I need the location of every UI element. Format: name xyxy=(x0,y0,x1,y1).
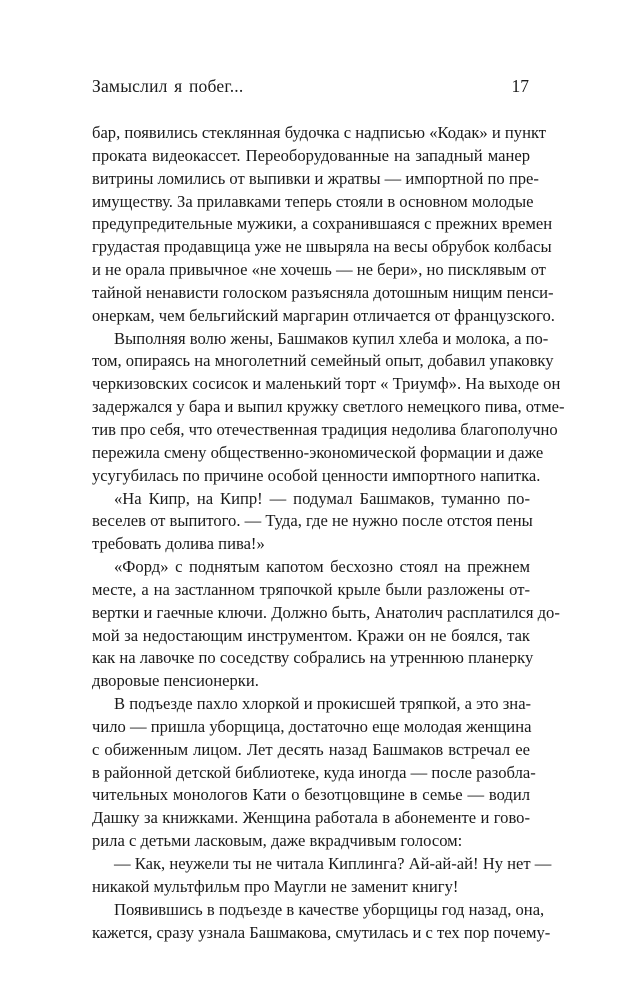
text-line: и не орала привычное «не хочешь — не бери», но писклявым от xyxy=(92,260,546,280)
text-line: чительных монологов Кати о безотцовщине в семье — водил xyxy=(92,785,530,805)
text-line: кажется, сразу узнала Башмакова, смутилась и с тех пор почему- xyxy=(92,922,551,942)
text-line: «Форд» с поднятым капотом бесхозно стоял на прежнем xyxy=(114,557,530,577)
text-line: с обиженным лицом. Лет десять назад Башмаков встречал ее xyxy=(92,739,530,759)
text-line: как на лавочке по соседству собрались на утреннюю планерку xyxy=(92,648,534,668)
text-line: тив про себя, что отечественная традиция недолива благополучно xyxy=(92,419,558,439)
text-line: черкизовских сосисок и маленький торт « Триумф». На выходе он xyxy=(92,374,561,394)
paragraph xyxy=(92,899,551,945)
paragraph xyxy=(92,853,552,899)
text-line: имуществу. За прилавками теперь стояли в основном молодые xyxy=(92,191,534,211)
page-number: 17 xyxy=(511,76,529,96)
paragraph xyxy=(92,122,555,328)
text-line: Выполняя волю жены, Башмаков купил хлеба и молока, а по- xyxy=(114,328,549,348)
text-body xyxy=(92,122,565,944)
paragraph xyxy=(92,488,533,557)
text-line: мой за недостающим инструментом. Кражи он не боялся, так xyxy=(92,625,530,645)
text-line: веселев от выпитого. — Туда, где не нужно после отстоя пены xyxy=(92,511,533,531)
text-line: грудастая продавщица уже не швыряла на весы обрубок колбасы xyxy=(92,237,552,257)
text-line: том, опираясь на многолетний семейный опыт, добавил упаковку xyxy=(92,351,554,371)
text-line: рила с детьми ласковым, даже вкрадчивым голосом: xyxy=(92,831,463,851)
text-line: никакой мультфильм про Маугли не заменит книгу! xyxy=(92,876,459,896)
text-line: чило — пришла уборщица, достаточно еще молодая женщина xyxy=(92,716,532,736)
running-head-title: Замыслил я побег... xyxy=(92,76,244,96)
running-head xyxy=(92,74,529,98)
text-line: в районной детской библиотеке, куда иногда — после разобла- xyxy=(92,762,536,782)
text-line: тайной ненависти голоском разъясняла дотошным нищим пенси- xyxy=(92,282,554,302)
text-line: задержался у бара и выпил кружку светлого немецкого пива, отме- xyxy=(92,397,565,417)
text-line: онеркам, чем бельгийский маргарин отличается от французского. xyxy=(92,305,555,325)
text-line: месте, а на застланном тряпочкой крыле были разложены от- xyxy=(92,579,530,599)
text-line: вертки и гаечные ключи. Должно быть, Анатолич расплатился до- xyxy=(92,602,560,622)
text-line: усугубилась по причине особой ценности импортного напитка. xyxy=(92,465,541,485)
text-line: витрины ломились от выпивки и жратвы — импортной по пре- xyxy=(92,168,539,188)
text-line: бар, появились стеклянная будочка с надписью «Кодак» и пункт xyxy=(92,123,547,142)
text-line: Дашку за книжками. Женщина работала в абонементе и гово- xyxy=(92,808,530,828)
text-line: — Как, неужели ты не читала Киплинга? Ай-ай-ай! Ну нет — xyxy=(114,854,552,873)
text-line: «На Кипр, на Кипр! — подумал Башмаков, туманно по- xyxy=(114,488,530,508)
paragraph xyxy=(92,328,565,488)
text-line: пережила смену общественно-экономической формации и даже xyxy=(92,442,544,462)
text-line: проката видеокассет. Переоборудованные на западный манер xyxy=(92,145,530,165)
paragraph xyxy=(92,556,560,693)
text-line: требовать долива пива!» xyxy=(92,534,265,554)
text-line: Появившись в подъезде в качестве уборщицы год назад, она, xyxy=(114,899,545,919)
text-line: дворовые пенсионерки. xyxy=(92,671,259,691)
text-line: В подъезде пахло хлоркой и прокисшей тряпкой, а это зна- xyxy=(114,694,532,714)
paragraph xyxy=(92,693,536,853)
text-line: предупредительные мужики, а сохранившаяся с прежних времен xyxy=(92,214,553,234)
